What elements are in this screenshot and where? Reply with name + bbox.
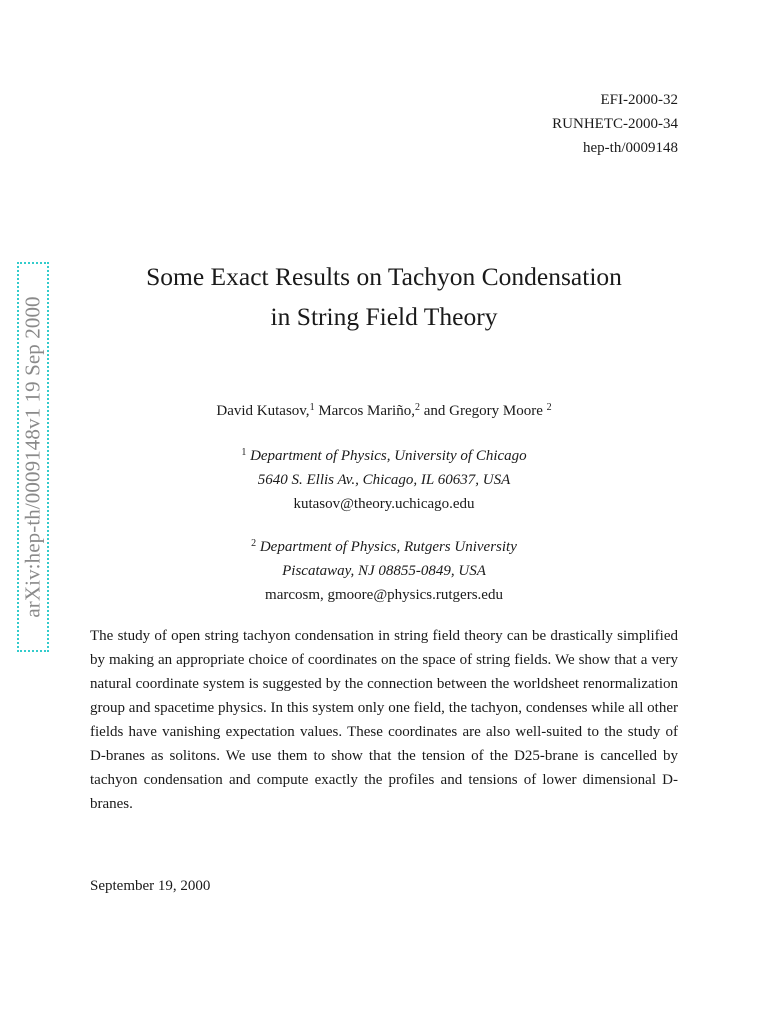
- publication-date: September 19, 2000: [90, 878, 211, 894]
- affiliation-address: Piscataway, NJ 08855-0849, USA: [282, 563, 486, 579]
- affiliation-mark: 1: [241, 447, 247, 458]
- report-number: EFI-2000-32: [600, 92, 678, 108]
- author-name: Marcos Mariño,: [314, 403, 415, 419]
- report-number: RUNHETC-2000-34: [552, 116, 678, 132]
- affiliation-chicago: [90, 444, 678, 516]
- title-line-1: Some Exact Results on Tachyon Condensation: [146, 262, 622, 291]
- abstract: The study of open string tachyon condensation in string field theory can be drastically simplified by making an appropriate choice of coordinates on the space of string fields. We show that a very natural coordinate system is suggested by the connection between the worldsheet renormalization group and spacetime physics. In this system only one field, the tachyon, condenses while all other fields have vanishing expectation values. These coordinates are also well-suited to the study of D-branes as solitons. We use them to show that the tension of the D25-brane is cancelled by tachyon condensation and compute exactly the profiles and tensions of lower dimensional D-branes.: [90, 628, 678, 812]
- affiliation-email[interactable]: kutasov@theory.uchicago.edu: [293, 496, 475, 512]
- report-number: hep-th/0009148: [583, 140, 678, 156]
- author-name: and Gregory Moore: [419, 403, 547, 419]
- affiliation-rutgers: [90, 535, 678, 607]
- affiliation-department: Department of Physics, University of Chicago: [250, 448, 527, 464]
- affiliation-mark: 2: [414, 402, 420, 413]
- title-line-2: in String Field Theory: [270, 302, 498, 331]
- arxiv-id: arXiv:hep-th/0009148v1 19 Sep 2000: [20, 296, 45, 618]
- report-numbers: [552, 88, 678, 160]
- affiliation-email[interactable]: marcosm, gmoore@physics.rutgers.edu: [265, 587, 503, 603]
- affiliation-mark: 2: [546, 402, 552, 413]
- affiliation-address: 5640 S. Ellis Av., Chicago, IL 60637, USA: [257, 472, 511, 488]
- author-name: David Kutasov,: [216, 403, 310, 419]
- affiliation-mark: 1: [309, 402, 315, 413]
- arxiv-stamp[interactable]: [17, 262, 49, 652]
- author-list: [90, 403, 678, 420]
- paper-title: [90, 257, 678, 337]
- affiliation-department: Department of Physics, Rutgers University: [259, 539, 517, 555]
- affiliation-mark: 2: [251, 538, 257, 549]
